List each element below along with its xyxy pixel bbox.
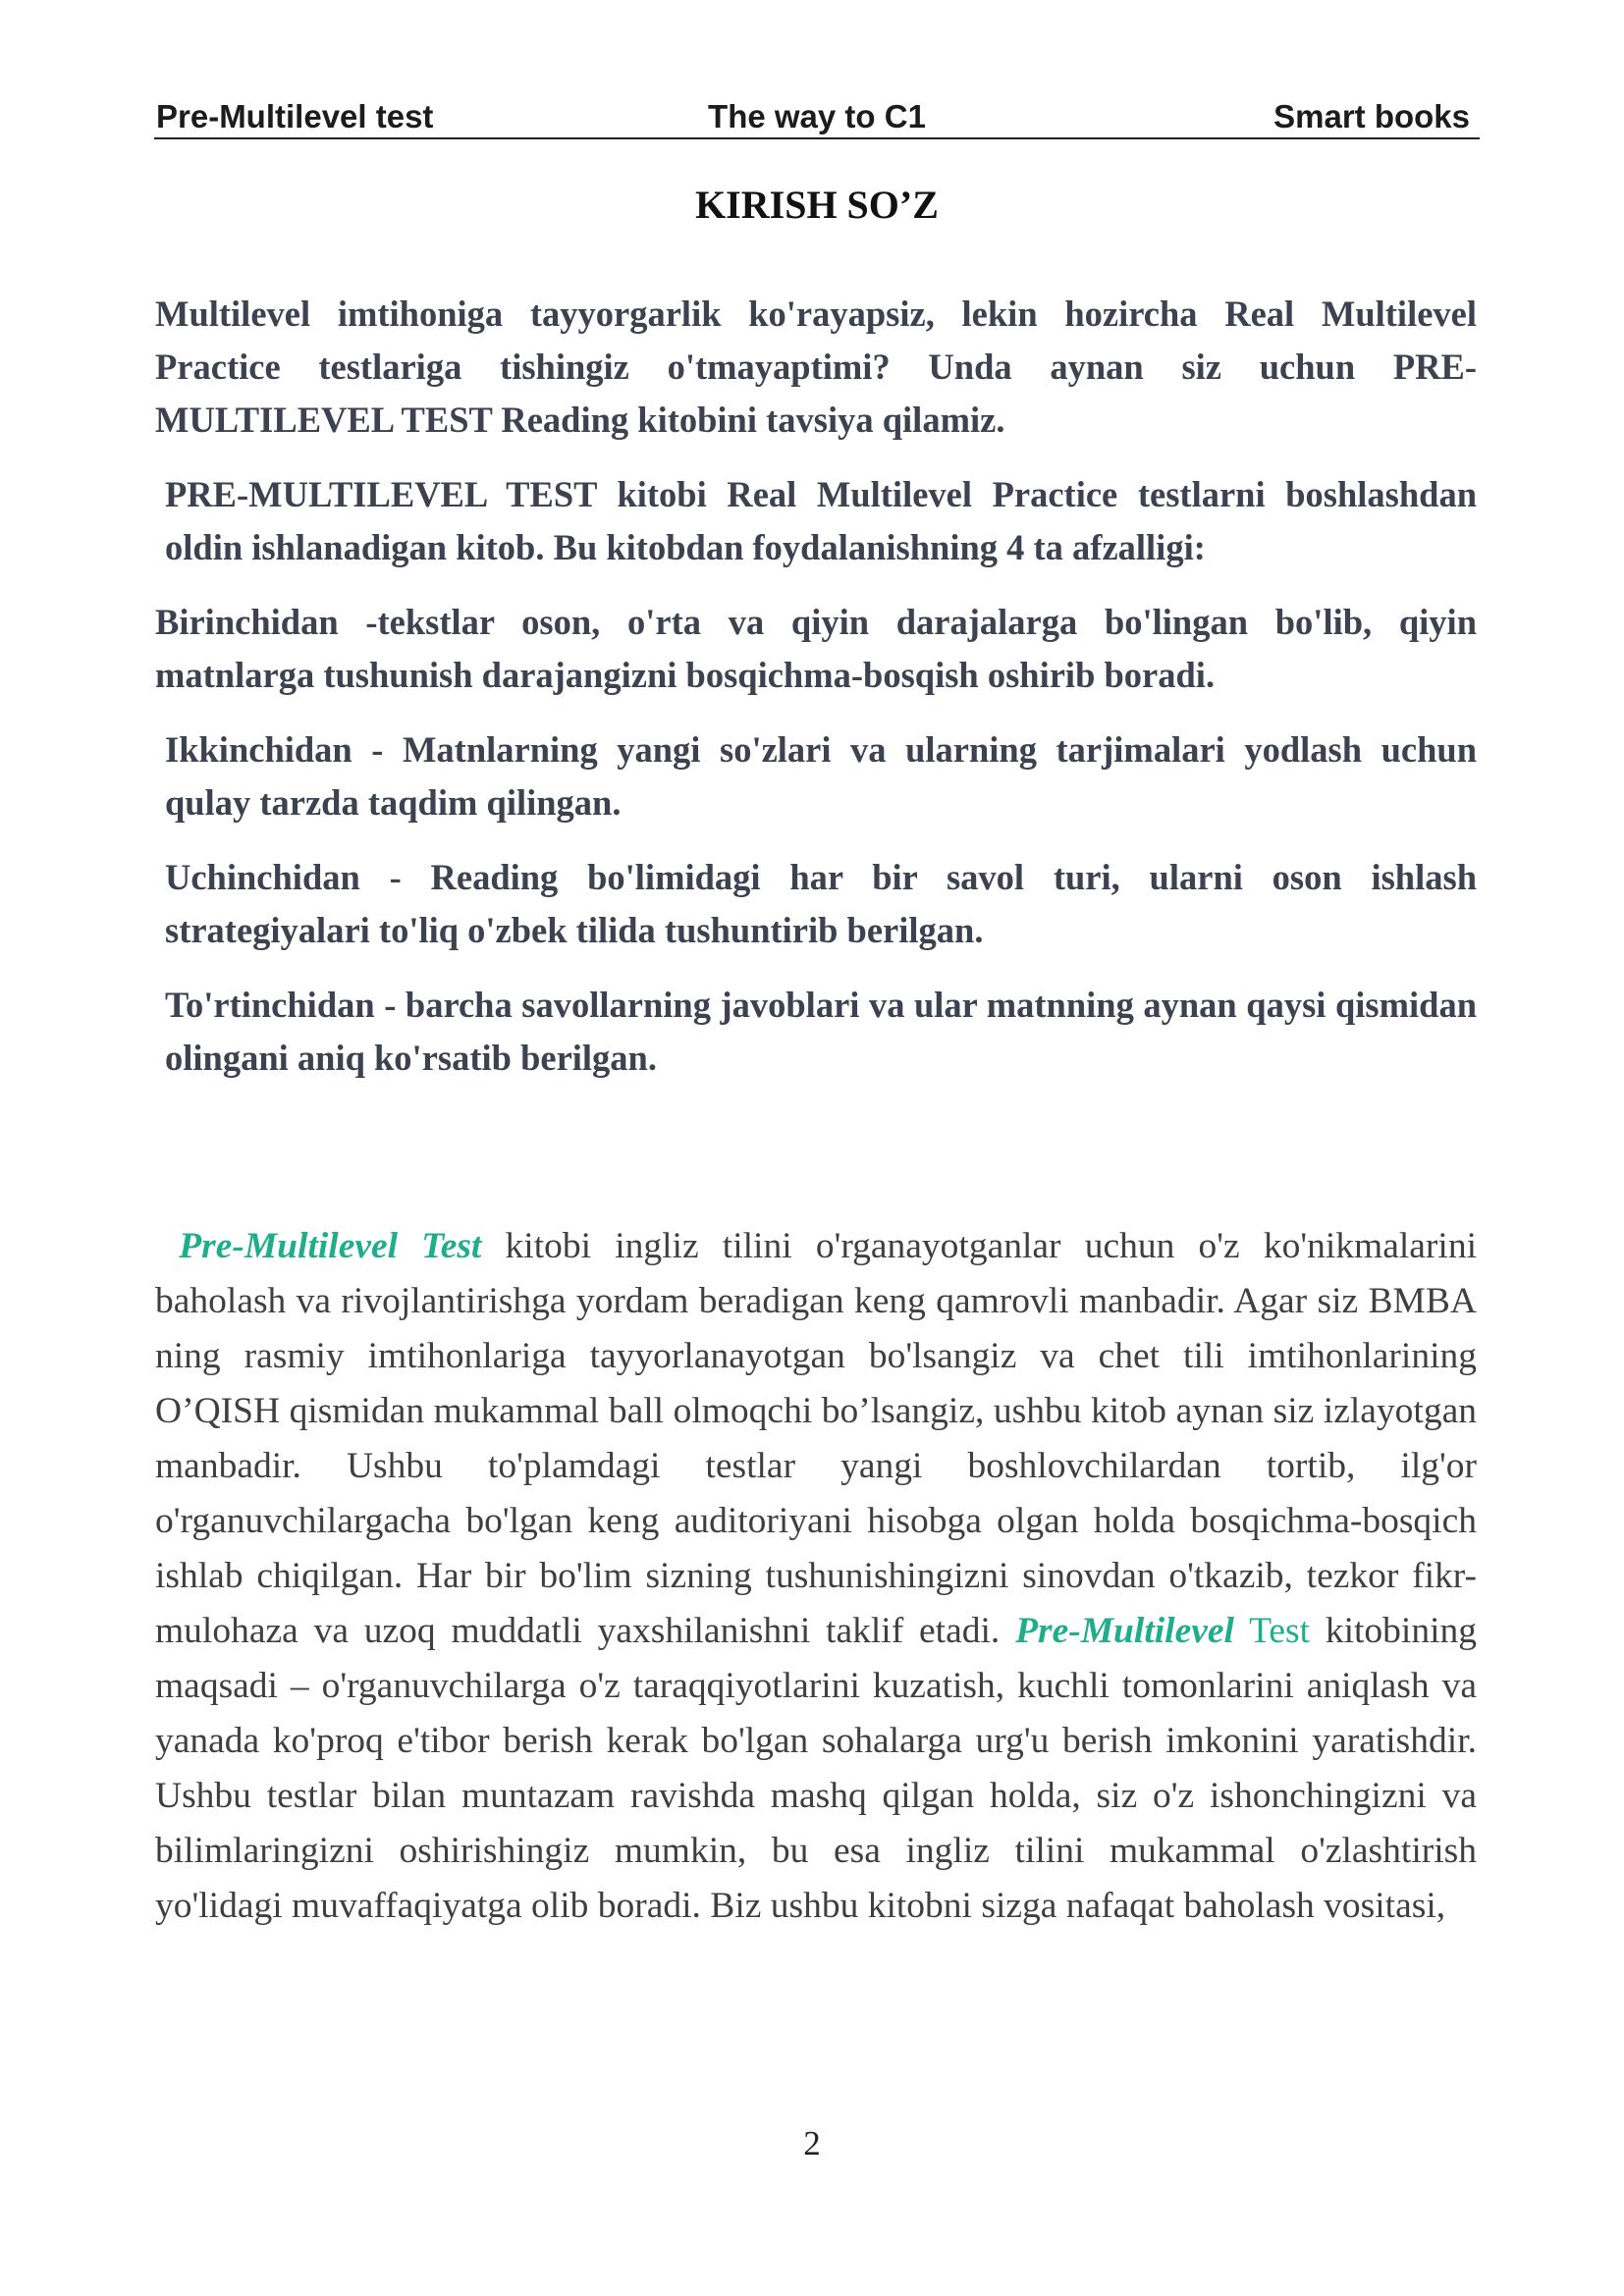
intro-paragraph: PRE-MULTILEVEL TEST kitobi Real Multilevel Practice testlarni boshlashdan oldin ishlanadigan kitob. Bu kitobdan foydalanishning 4 ta afzalligi: <box>165 474 1477 567</box>
intro-section <box>155 288 1477 1106</box>
page-header <box>154 94 1480 139</box>
intro-paragraph: Uchinchidan - Reading bo'limidagi har bir savol turi, ularni oson ishlash strategiyalari to'liq o'zbek tilida tushuntirib berilgan. <box>165 857 1477 950</box>
header-left-title: Pre-Multilevel test <box>156 98 434 134</box>
body-text-segment: kitobining maqsadi – o'rganuvchilarga o'z taraqqiyotlarini kuzatish, kuchli tomonlarini aniqlash va yanada ko'proq e'tibor berish kerak bo'lgan sohalarga urg'u berish imkonini yaratishdir. Ushbu testlar bilan muntazam ravishda mashq qilgan holda, siz o'z ishonchingizni va bilimlaringizni oshirishingiz mumkin, bu esa ingliz tilini mukammal o'zlashtirish yo'lidagi muvaffaqiyatga olib boradi. Biz ushbu kitobni sizga nafaqat baholash vositasi, <box>155 1611 1477 1926</box>
book-title-highlight: Pre-Multilevel Test <box>179 1226 482 1266</box>
book-title-highlight: Pre-Multilevel <box>1015 1611 1234 1651</box>
book-title-highlight: Test <box>1249 1611 1311 1651</box>
intro-paragraph: Ikkinchidan - Matnlarning yangi so'zlari va ularning tarjimalari yodlash uchun qulay tarzda taqdim qilingan. <box>165 729 1477 823</box>
intro-paragraph: Birinchidan -tekstlar oson, o'rta va qiyin darajalarga bo'lingan bo'lib, qiyin matnlarga tushunish darajangizni bosqichma-bosqish oshirib boradi. <box>155 602 1477 695</box>
page-number: 2 <box>803 2124 821 2163</box>
header-center-title: The way to C1 <box>708 98 926 134</box>
intro-paragraph: To'rtinchidan - barcha savollarning javoblari va ular matnning aynan qaysi qismidan olingani aniq ko'rsatib berilgan. <box>165 985 1477 1078</box>
body-text-segment: kitobi ingliz tilini o'rganayotganlar uchun o'z ko'nikmalarini baholash va rivojlantirishga yordam beradigan keng qamrovli manbadir. Agar siz BMBA ning rasmiy imtihonlariga tayyorlanayotgan bo'lsangiz va chet tili imtihonlarining O’QISH qismidan mukammal ball olmoqchi bo’lsangiz, ushbu kitob aynan siz izlayotgan manbadir. Ushbu to'plamdagi testlar yangi boshlovchilardan tortib, ilg'or o'rganuvchilargacha bo'lgan keng auditoriyani hisobga olgan holda bosqichma-bosqich ishlab chiqilgan. Har bir bo'lim sizning tushunishingizni sinovdan o'tkazib, tezkor fikr-mulohaza va uzoq muddatli yaxshilanishni taklif etadi. <box>155 1226 1478 1651</box>
intro-paragraph: Multilevel imtihoniga tayyorgarlik ko'rayapsiz, lekin hozircha Real Multilevel Practice testlariga tishingiz o'tmayaptimi? Unda aynan siz uchun PRE-MULTILEVEL TEST Reading kitobini tavsiya qilamiz. <box>155 294 1477 440</box>
page-title: KIRISH SO’Z <box>695 183 939 227</box>
body-paragraph <box>155 1219 1477 1934</box>
header-right-title: Smart books <box>1273 98 1470 134</box>
